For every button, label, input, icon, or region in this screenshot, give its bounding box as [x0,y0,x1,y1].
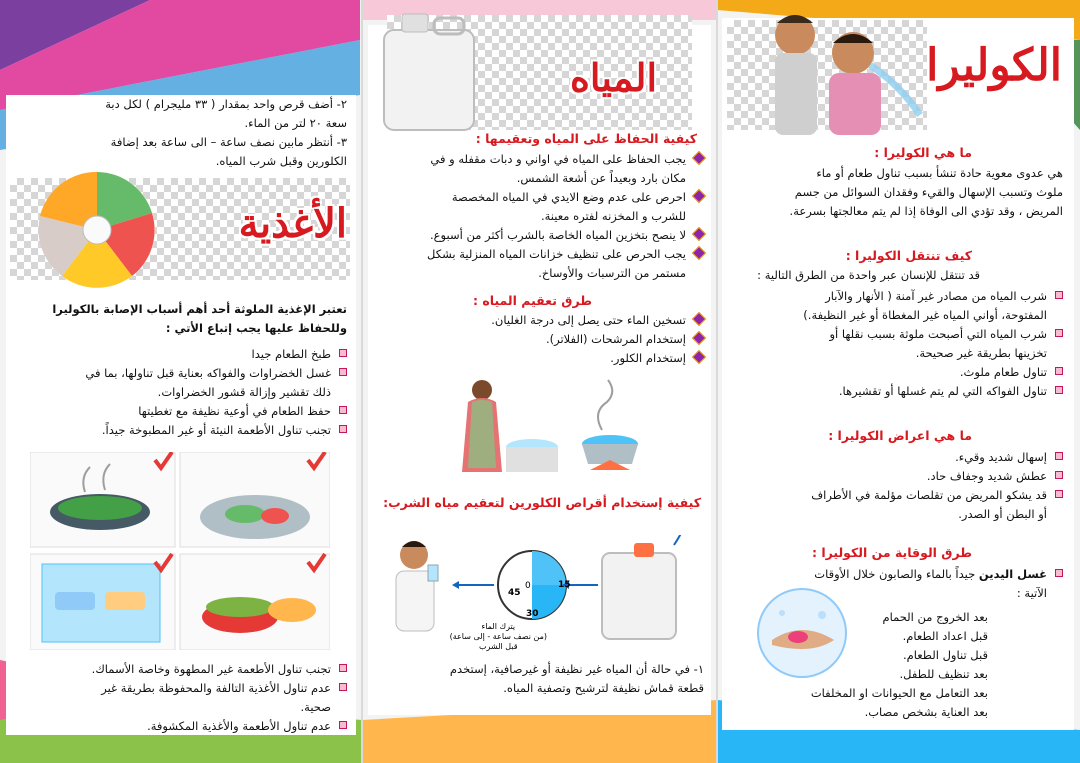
clock-label-top: 0 [525,581,531,591]
list-item: شرب المياه من مصادر غير آمنة ( الأنهار والآبار المفتوحة، أواني المياه غير المغطاة أو غير النظيفة.) [803,287,1063,325]
what-is-cholera-text: هي عدوى معوية حادة تنشأ بسبب تناول طعام أو ماء ملوث وتسبب الإسهال والقيء وفقدان السوائل من جسم المريض ، وقد تؤدي الى الوفاة إذا لم يتم معالجتها بسرعة. [789,166,1063,218]
hand-washing-illustration [752,585,852,680]
water-jerrycan-icon [374,10,484,135]
list-item: عطش شديد وجفاف حاد. [811,467,1063,486]
food-bottom-list [92,660,347,736]
sick-boy-illustration [725,5,925,150]
list-item: طبخ الطعام جيدا [85,345,347,364]
sterilize-list [491,311,704,368]
symptoms-list [811,448,1063,524]
boiling-water-illustration [462,372,647,482]
clock-label-left: 45 [508,588,521,598]
clock-caption: يترك الماء (من نصف ساعة - إلى ساعة) قبل الشرب [449,622,547,651]
clock-label-right: 15 [558,580,571,590]
middle-panel-water [362,0,717,763]
chlorine-step-1: ١- في حالة أن المياه غير نظيفة أو غيرصافية، إستخدم قطعة قماش نظيفة لترشيح وتصفية المياه. [449,662,704,695]
water-title: المياه [569,55,657,100]
list-item: يجب الحفاظ على المياه في اواني و دبات مقفله و في مكان بارد وبعيداً عن أشعة الشمس. [427,150,704,188]
list-item: عدم تناول الأغذية التالفة والمحفوظة بطريقة غير صحية. [92,679,347,717]
food-title: الأغذية [238,200,347,247]
keep-water-heading: كيفية الحفاظ على المياه وتعقيمها : [475,131,697,146]
list-item: تناول طعام ملوث. [803,363,1063,382]
food-hygiene-illustrations [30,452,330,650]
clock-label-bottom: 30 [526,609,539,619]
list-item: يجب الحرص على تنظيف خزانات المياه المنزلية بشكل مستمر من الترسبات والأوساخ. [427,245,704,283]
left-panel-food [0,0,362,763]
food-plate-illustration [22,168,172,293]
list-item: تجنب تناول الأطعمة غير المطهوة وخاصة الأسماك. [92,660,347,679]
transmission-intro: قد تنتقل للإنسان عبر واحدة من الطرق التالية : [757,268,980,282]
list-item: شرب المياه التي أصبحت ملوثة بسبب نقلها أو تخزينها بطريقة غير صحيحة. [803,325,1063,363]
list-item: إستخدام المرشحات (الفلاتر). [491,330,704,349]
list-item: تناول الفواكه التي لم يتم غسلها أو تقشيرها. [803,382,1063,401]
transmission-heading: كيف تنتقل الكوليرا : [845,248,972,263]
what-is-cholera-heading: ما هي الكوليرا : [874,145,972,160]
list-item: تسخين الماء حتى يصل إلى درجة الغليان. [491,311,704,330]
list-item: إسهال شديد وقيء. [811,448,1063,467]
chlorine-steps-2-3: ٢- أضف قرص واحد بمقدار ( ٣٣ مليجرام ) لكل دبة سعة ٢٠ لتر من الماء. ٣- أنتظر مابين نصف ساعة – الى ساعة بعد إضافة الكلورين وقبل شرب المياه. [105,97,347,168]
food-list [85,345,347,440]
cholera-title: الكوليرا [926,40,1062,91]
sterilize-heading: طرق تعقيم المياه : [473,293,592,308]
transmission-list [803,287,1063,401]
chlorine-heading: كيفية إستخدام أقراص الكلورين لتعقيم مياه الشرب: [383,495,701,510]
prevention-times: بعد الخروج من الحمام قبل اعداد الطعام. قبل تناول الطعام. بعد تنظيف للطفل. بعد التعامل مع الحيوانات او المخلفات بعد العناية بشخص مصاب. [810,610,988,719]
list-item: احرص على عدم وضع الايدي في المياه المخصصة للشرب و المخزنه لفتره معينة. [427,188,704,226]
symptoms-heading: ما هي اعراض الكوليرا : [828,428,972,443]
list-item: غسل اليدين جيداً بالماء والصابون خلال الأوقات الآتية : [814,565,1063,603]
list-item: إستخدام الكلور. [491,349,704,368]
list-item: عدم تناول الأطعمة والأغذية المكشوفة. [92,717,347,736]
list-item: غسل الخضراوات والفواكه بعناية قبل تناولها، بما في ذلك تقشير وإزالة قشور الخضراوات. [85,364,347,402]
food-intro: تعتبر الإغذية الملوثة أحد أهم أسباب الإصابة بالكوليرا وللحفاظ عليها يجب إتباع الأتي : [52,302,347,335]
list-item: لا ينصح بتخزين المياه الخاصة بالشرب أكثر من أسبوع. [427,226,704,245]
prevention-heading: طرق الوقاية من الكوليرا : [811,545,972,560]
list-item: تجنب تناول الأطعمة النيئة أو غير المطبوخة جيداً. [85,421,347,440]
list-item: قد يشكو المريض من تقلصات مؤلمة في الأطراف أو البطن أو الصدر. [811,486,1063,524]
right-panel-cholera [717,0,1080,763]
keep-water-list [427,150,704,283]
list-item: حفظ الطعام في أوعية نظيفة مع تغطيتها [85,402,347,421]
